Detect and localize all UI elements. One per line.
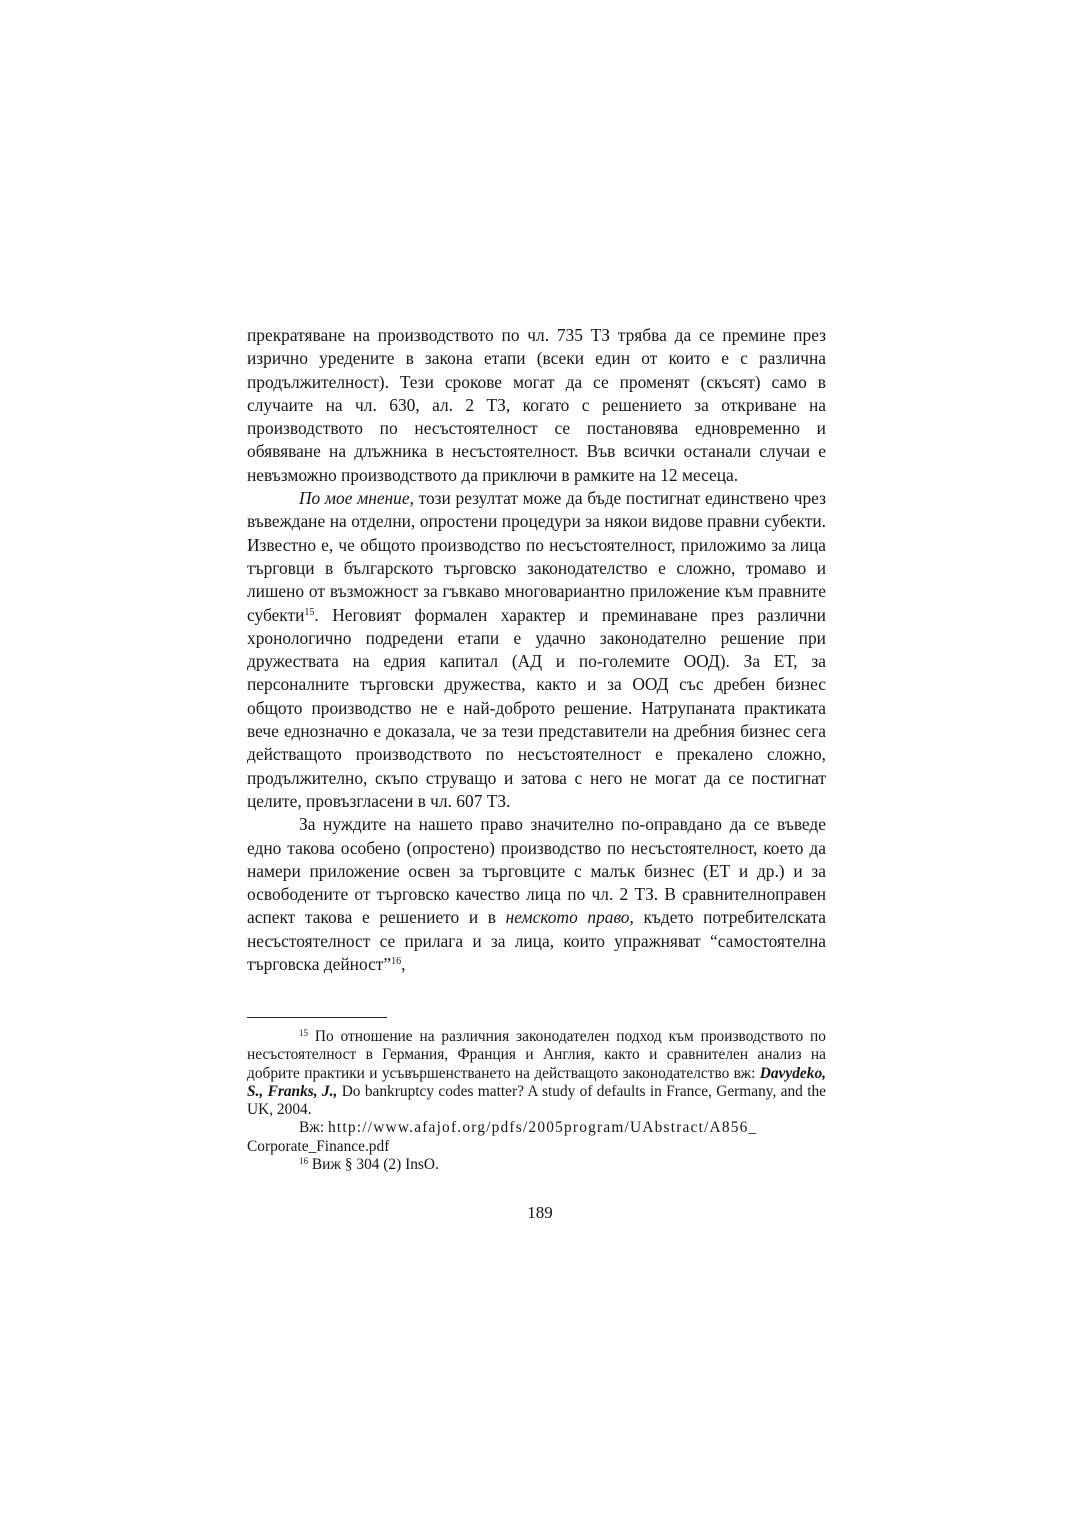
footnote-15-number: 15	[299, 1028, 308, 1038]
paragraph-3-text-b: , където потребителската несъстоятелност се прилага и за лица, които упражняват “самостоятелна търговска дейност”	[247, 907, 826, 975]
footnote-15-text-b: Do bankruptcy codes matter? A study of defaults in France, Germany, and the UK, 2004.	[247, 1082, 826, 1119]
paragraph-3-text-a: За нуждите на нашето право значително по-оправдано да се въведе едно такова особено (опростено) производство по несъстоятелност, което да намери приложение освен за търговците с малък бизнес (ЕТ и др.) и за освободените от търговско качество лица по чл. 2 ТЗ. В сравнителноправен аспект такова е решението и в	[247, 814, 826, 928]
footnote-16-number: 16	[299, 1156, 308, 1167]
paragraph-2	[247, 487, 826, 813]
footnote-ref-16[interactable]: 16	[391, 956, 402, 968]
footnote-15	[247, 1028, 826, 1119]
paragraph-3	[247, 813, 826, 976]
paragraph-3-emphasis: немското право	[505, 907, 630, 928]
footnote-15-text-a: По отношение на различния законодателен подход към производството по несъстоятелност в Германия, Франция и Англия, както и сравнителен анализ на добрите практики и усъвършенстването на действащото законодателство вж:	[247, 1028, 826, 1082]
paragraph-2-text-a: , този резултат може да бъде постигнат единствено чрез въвеждане на отделни, опростени процедури за някои видове правни субекти. Известно е, че общото производство по несъстоятелност, приложимо за лица търговци в българското търговско законодателство е сложно, тромаво и лишено от възможност за гъвкаво многовариантно приложение към правните субекти	[247, 488, 826, 625]
footnote-ref-15[interactable]: 15	[304, 606, 315, 618]
footnotes	[247, 1028, 826, 1174]
paragraph-1-text: прекратяване на производството по чл. 735 ТЗ трябва да се премине през изрично уредените в закона етапи (всеки един от които е с различна продължителност). Тези срокове могат да се променят (скъсят) само в случаите на чл. 630, ал. 2 ТЗ, когато с решението за откриване на производството по несъстоятелност се постановява едновременно и обявяване на длъжника в несъстоятелност. Във всички останали случаи е невъзможно производството да приключи в рамките на 12 месеца.	[247, 325, 826, 485]
paragraph-2-emphasis: По мое мнение	[299, 488, 410, 509]
footnote-15-url-prefix: Вж:	[299, 1119, 329, 1137]
footnote-16-text: Виж § 304 (2) InsO.	[308, 1156, 439, 1174]
footnote-16	[247, 1156, 826, 1174]
paragraph-2-text-b: . Неговият формален характер и преминаване през различни хронологично подредени етапи е удачно законодателно решение при дружествата на едрия капитал (АД и по-големите ООД). За ЕТ, за персоналните търговски дружества, както и за ООД със дребен бизнес общото производство не е най-доброто решение. Натрупаната практиката вече еднозначно е доказала, че за тези представители на дребния бизнес сега действащото производството по несъстоятелност е прекалено сложно, продължително, скъпо струващо и затова с него не могат да се постигнат целите, провъзгласени в чл. 607 ТЗ.	[247, 604, 826, 811]
body-text	[247, 324, 826, 976]
footnote-separator	[247, 1017, 387, 1018]
page-number: 189	[527, 1203, 553, 1222]
footnote-15-authors: Davydeko, S., Franks, J.,	[247, 1064, 826, 1100]
paragraph-1	[247, 324, 826, 487]
footnote-15-url-continuation	[247, 1138, 826, 1156]
footnote-15-url-link[interactable]: http://www.afajof.org/pdfs/2005program/UAbstract/A856_	[328, 1119, 758, 1137]
paragraph-3-text-c: ,	[401, 954, 406, 975]
footnote-15-url-link-end[interactable]: Corporate_Finance.pdf	[247, 1137, 390, 1155]
footnote-15-url-line	[247, 1119, 826, 1137]
